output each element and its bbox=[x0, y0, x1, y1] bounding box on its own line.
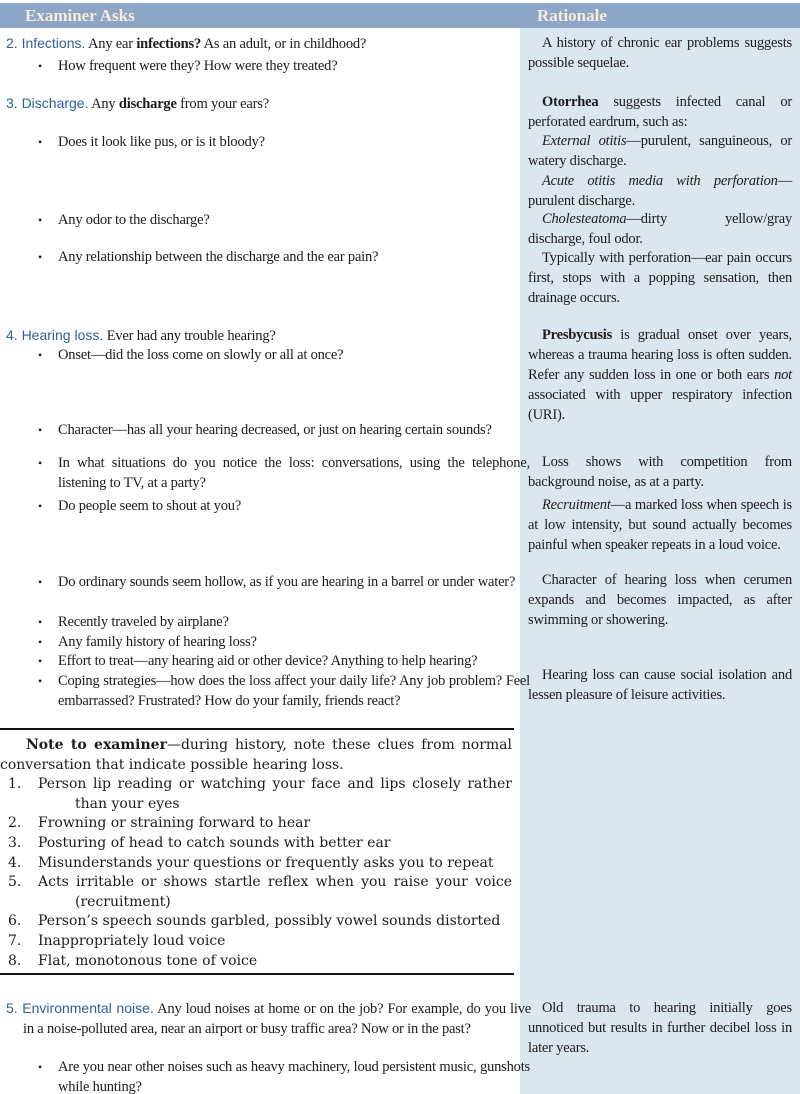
question-bullet: •Do people seem to shout at you? bbox=[38, 496, 530, 516]
bullet-marker-icon bbox=[38, 56, 58, 76]
bullet-marker-icon bbox=[38, 132, 58, 152]
column-header-examiner-asks: Examiner Asks bbox=[25, 6, 135, 25]
question-bullet: •Any odor to the discharge? bbox=[38, 210, 530, 230]
bullet-marker-icon bbox=[38, 1057, 58, 1077]
bullet-marker-icon bbox=[38, 345, 58, 365]
bullet-marker-icon bbox=[38, 651, 58, 671]
bullet-marker-icon bbox=[38, 453, 58, 473]
rationale-paragraph: Acute otitis media with perforation—purulent discharge. bbox=[528, 173, 792, 209]
divider-line bbox=[0, 728, 514, 730]
rationale-paragraph: Recruitment—a marked loss when speech is at low intensity, but sound actually becomes painful when speaker repeats in a loud voice. bbox=[528, 497, 792, 553]
question-bullet: •Does it look like pus, or is it bloody? bbox=[38, 132, 530, 152]
bullet-marker-icon bbox=[38, 247, 58, 267]
note-list-item: 5. Acts irritable or shows startle reflex when you raise your voice (recruitment) bbox=[8, 874, 512, 910]
question-bullet: •Character—has all your hearing decreased, or just on hearing certain sounds? bbox=[38, 420, 530, 440]
note-list-item: 3. Posturing of head to catch sounds with better ear bbox=[8, 834, 391, 851]
rationale-paragraph: A history of chronic ear problems suggests possible sequelae. bbox=[528, 35, 792, 71]
bullet-marker-icon bbox=[38, 210, 58, 230]
note-list-item: 4. Misunderstands your questions or frequently asks you to repeat bbox=[8, 854, 494, 871]
divider-line bbox=[0, 973, 514, 975]
rationale-paragraph: Hearing loss can cause social isolation and lessen pleasure of leisure activities. bbox=[528, 667, 792, 703]
note-list-item: 6. Person’s speech sounds garbled, possibly vowel sounds distorted bbox=[8, 913, 501, 930]
note-to-examiner-block bbox=[0, 736, 512, 971]
rationale-paragraph: Old trauma to hearing initially goes unnoticed but results in further decibel loss in later years. bbox=[528, 1000, 792, 1056]
question-bullet: •How frequent were they? How were they treated? bbox=[38, 56, 530, 76]
question-bullet: •In what situations do you notice the loss: conversations, using the telephone, listening to TV, at a party? bbox=[38, 453, 530, 493]
note-list-item: 2. Frowning or straining forward to hear bbox=[8, 815, 311, 832]
question-bullet: •Recently traveled by airplane? bbox=[38, 612, 530, 632]
note-list-item: 7. Inappropriately loud voice bbox=[8, 932, 226, 949]
question-bullet: •Any family history of hearing loss? bbox=[38, 632, 530, 652]
question-bullet: •Do ordinary sounds seem hollow, as if you are hearing in a barrel or under water? bbox=[38, 572, 530, 592]
question-bullet: •Onset—did the loss come on slowly or all at once? bbox=[38, 345, 530, 365]
question-bullet: •Are you near other noises such as heavy machinery, loud persistent music, gunshots while hunting? bbox=[38, 1057, 530, 1094]
question-item-5-environmental-noise: 5. Environmental noise. Any loud noises at home or on the job? For example, do you live in a noise-polluted area, near an airport or busy traffic area? Now or in the past? bbox=[6, 1000, 531, 1037]
note-intro: Note to examiner—during history, note these clues from normal conversation that indicate possible hearing loss. bbox=[0, 737, 512, 773]
question-item-3-discharge: 3. Discharge. Any discharge from your ears? bbox=[6, 95, 269, 112]
bullet-marker-icon bbox=[38, 496, 58, 516]
rationale-paragraph: Character of hearing loss when cerumen expands and becomes impacted, as after swimming or showering. bbox=[528, 572, 792, 628]
question-item-4-hearing-loss: 4. Hearing loss. Ever had any trouble hearing? bbox=[6, 327, 276, 344]
bullet-marker-icon bbox=[38, 612, 58, 632]
bullet-marker-icon bbox=[38, 420, 58, 440]
note-list-item: 1. Person lip reading or watching your face and lips closely rather than your eyes bbox=[8, 776, 512, 812]
note-list-item: 8. Flat, monotonous tone of voice bbox=[8, 952, 258, 969]
rationale-paragraph: Cholesteatoma—dirty yellow/gray discharge, foul odor. bbox=[528, 211, 792, 247]
bullet-marker-icon bbox=[38, 632, 58, 652]
rationale-paragraph: Otorrhea suggests infected canal or perforated eardrum, such as: bbox=[528, 94, 792, 130]
rationale-paragraph: Typically with perforation—ear pain occurs first, stops with a popping sensation, then drainage occurs. bbox=[528, 250, 792, 306]
rationale-paragraph: Loss shows with competition from background noise, as at a party. bbox=[528, 454, 792, 490]
question-bullet: •Effort to treat—any hearing aid or other device? Anything to help hearing? bbox=[38, 651, 530, 671]
question-bullet: •Coping strategies—how does the loss affect your daily life? Any job problem? Feel embarrassed? Frustrated? How do your family, friends react? bbox=[38, 671, 530, 711]
bullet-marker-icon bbox=[38, 671, 58, 691]
bullet-marker-icon bbox=[38, 572, 58, 592]
table-header-bar bbox=[0, 3, 800, 28]
column-header-rationale: Rationale bbox=[537, 6, 607, 25]
question-item-2-infections: 2. Infections. Any ear infections? As an adult, or in childhood? bbox=[6, 35, 367, 52]
rationale-paragraph: Presbycusis is gradual onset over years, whereas a trauma hearing loss is often sudden. Refer any sudden loss in one or both ears not associated with upper respiratory infection (URI). bbox=[528, 327, 792, 423]
question-bullet: •Any relationship between the discharge and the ear pain? bbox=[38, 247, 530, 267]
rationale-paragraph: External otitis—purulent, sanguineous, or watery discharge. bbox=[528, 133, 793, 169]
